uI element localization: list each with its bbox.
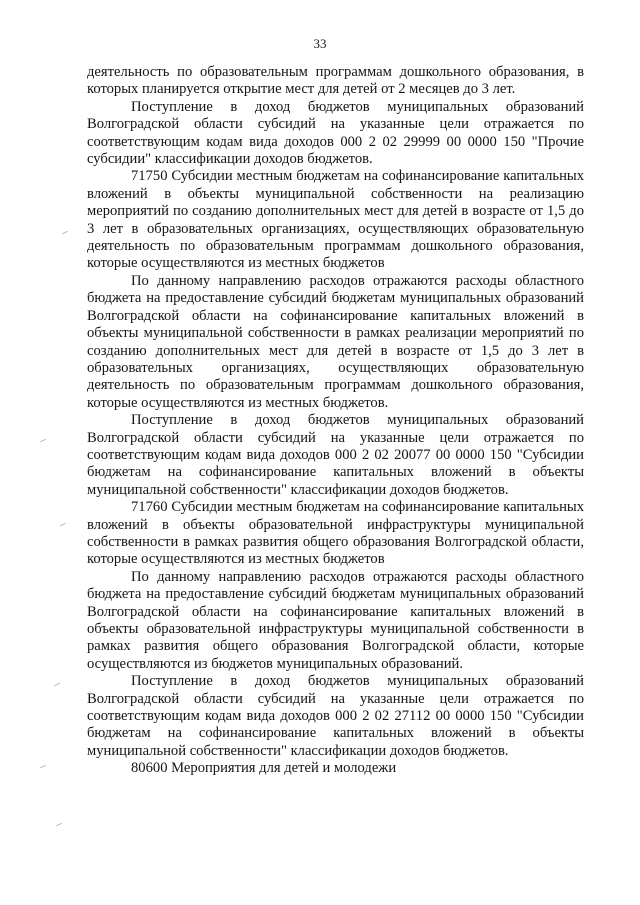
paragraph-income-subsidies-20077: Поступление в доход бюджетов муниципальных образований Волгоградской области субсидий на указанные цели отражается по соответствующим кодам вида доходов 000 2 02 20077 00 0000 150 "Субсидии бюджетам на софинансирование капитальных вложений в объекты муниципальной собственности" классификации доходов бюджетов.	[87, 412, 584, 498]
paragraph-code-80600-heading: 80600 Мероприятия для детей и молодежи	[131, 760, 397, 777]
scan-mark	[62, 231, 68, 234]
page-number: 33	[313, 36, 327, 51]
paragraph-income-subsidies-other: Поступление в доход бюджетов муниципальных образований Волгоградской области субсидий на указанные цели отражается по соответствующим кодам вида доходов 000 2 02 29999 00 0000 150 "Прочие субсидии" классификации доходов бюджетов.	[87, 98, 584, 168]
paragraph-code-71750-heading: 71750 Субсидии местным бюджетам на софинансирование капитальных вложений в объекты муниципальной собственности на реализацию мероприятий по созданию дополнительных мест для детей в возрасте от 1,5 до 3 лет в образовательных организациях, осуществляющих образовательную деятельность по образовательным программам дошкольного образования, которые осуществляются из местных бюджетов	[87, 168, 584, 272]
document-body	[87, 64, 584, 778]
scan-mark	[60, 523, 66, 526]
scan-mark	[56, 823, 62, 826]
scan-mark	[40, 765, 46, 768]
paragraph-code-71760-description: По данному направлению расходов отражаются расходы областного бюджета на предоставление субсидий бюджетам муниципальных образований Волгоградской области на софинансирование капитальных вложений в объекты образовательной инфраструктуры муниципальной собственности в рамках развития общего образования Волгоградской области, которые осуществляются из бюджетов муниципальных образований.	[87, 568, 584, 672]
scan-mark	[40, 439, 46, 442]
paragraph-code-71750-description: По данному направлению расходов отражаются расходы областного бюджета на предоставление субсидий бюджетам муниципальных образований Волгоградской области на софинансирование капитальных вложений в объекты муниципальной собственности в рамках реализации мероприятий по созданию дополнительных мест для детей в возрасте от 1,5 до 3 лет в образовательных организациях, осуществляющих образовательную деятельность по образовательным программам дошкольного образования, которые осуществляются из местных бюджетов.	[87, 272, 584, 411]
paragraph-code-71760-heading: 71760 Субсидии местным бюджетам на софинансирование капитальных вложений в объекты образовательной инфраструктуры муниципальной собственности в рамках развития общего образования Волгоградской области, которые осуществляются из местных бюджетов	[87, 499, 584, 568]
paragraph-continuation: деятельность по образовательным программам дошкольного образования, в которых планируется открытие мест для детей от 2 месяцев до 3 лет.	[87, 64, 584, 98]
paragraph-income-subsidies-27112: Поступление в доход бюджетов муниципальных образований Волгоградской области субсидий на указанные цели отражается по соответствующим кодам вида доходов 000 2 02 27112 00 0000 150 "Субсидии бюджетам на софинансирование капитальных вложений в объекты муниципальной собственности" классификации доходов бюджетов.	[87, 673, 584, 759]
scan-mark	[54, 683, 60, 686]
